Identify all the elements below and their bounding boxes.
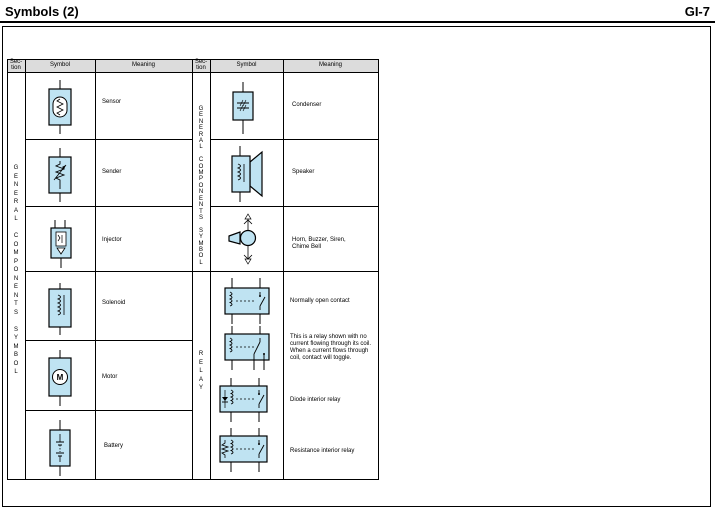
- meaning-battery: Battery: [104, 443, 124, 449]
- relay-toggle-icon: [224, 326, 272, 372]
- relay-resistance-icon: [219, 428, 269, 472]
- battery-icon: [49, 420, 71, 476]
- motor-icon: [48, 350, 72, 406]
- solenoid-icon: [48, 283, 72, 335]
- meaning-relay-diode: Diode interior relay: [290, 397, 341, 403]
- injector-icon: [50, 220, 72, 268]
- sender-icon: [48, 148, 72, 202]
- relay-diode-icon: [219, 378, 269, 422]
- header-rule: [0, 21, 715, 23]
- col-header-symbol-right: Symbol: [236, 62, 257, 68]
- meaning-horn: Horn, Buzzer, Siren, Chime Bell: [292, 237, 346, 250]
- meaning-sender: Sender: [102, 169, 122, 175]
- motor-letter: M: [56, 373, 64, 382]
- meaning-sensor: Sensor: [102, 99, 122, 105]
- col-header-meaning-left: Meaning: [131, 62, 155, 68]
- section-label-general-left: G E N E R A L C O M P O N E N T S S Y M B O L: [13, 165, 19, 375]
- section-label-relay: R E L A Y: [198, 351, 204, 391]
- horn-icon: [228, 212, 260, 266]
- meaning-injector: Injector: [102, 237, 122, 243]
- section-label-general-right: G E N E R A L C O M P O N E N T S S Y M B O L: [198, 106, 204, 266]
- meaning-solenoid: Solenoid: [102, 300, 126, 306]
- col-header-section-right: Sec- tion: [194, 59, 208, 71]
- speaker-icon: [230, 146, 264, 202]
- meaning-relay-resistance: Resistance interior relay: [290, 448, 355, 454]
- sensor-icon: [48, 80, 72, 134]
- page-title: Symbols (2): [5, 4, 79, 19]
- relay-open-icon: [224, 278, 272, 324]
- meaning-condenser: Condenser: [292, 102, 322, 108]
- page-number: GI-7: [684, 4, 710, 19]
- col-header-meaning-right: Meaning: [318, 62, 342, 68]
- meaning-speaker: Speaker: [292, 169, 315, 175]
- meaning-motor: Motor: [102, 374, 118, 380]
- meaning-relay-toggle: This is a relay shown with no current flowing through its coil. When a current flows through coil, contact will toggle.: [290, 334, 372, 361]
- col-header-section-left: Sec- tion: [9, 59, 23, 71]
- meaning-relay-open: Normally open contact: [290, 298, 350, 304]
- col-header-symbol-left: Symbol: [49, 62, 70, 68]
- condenser-icon: [232, 82, 254, 134]
